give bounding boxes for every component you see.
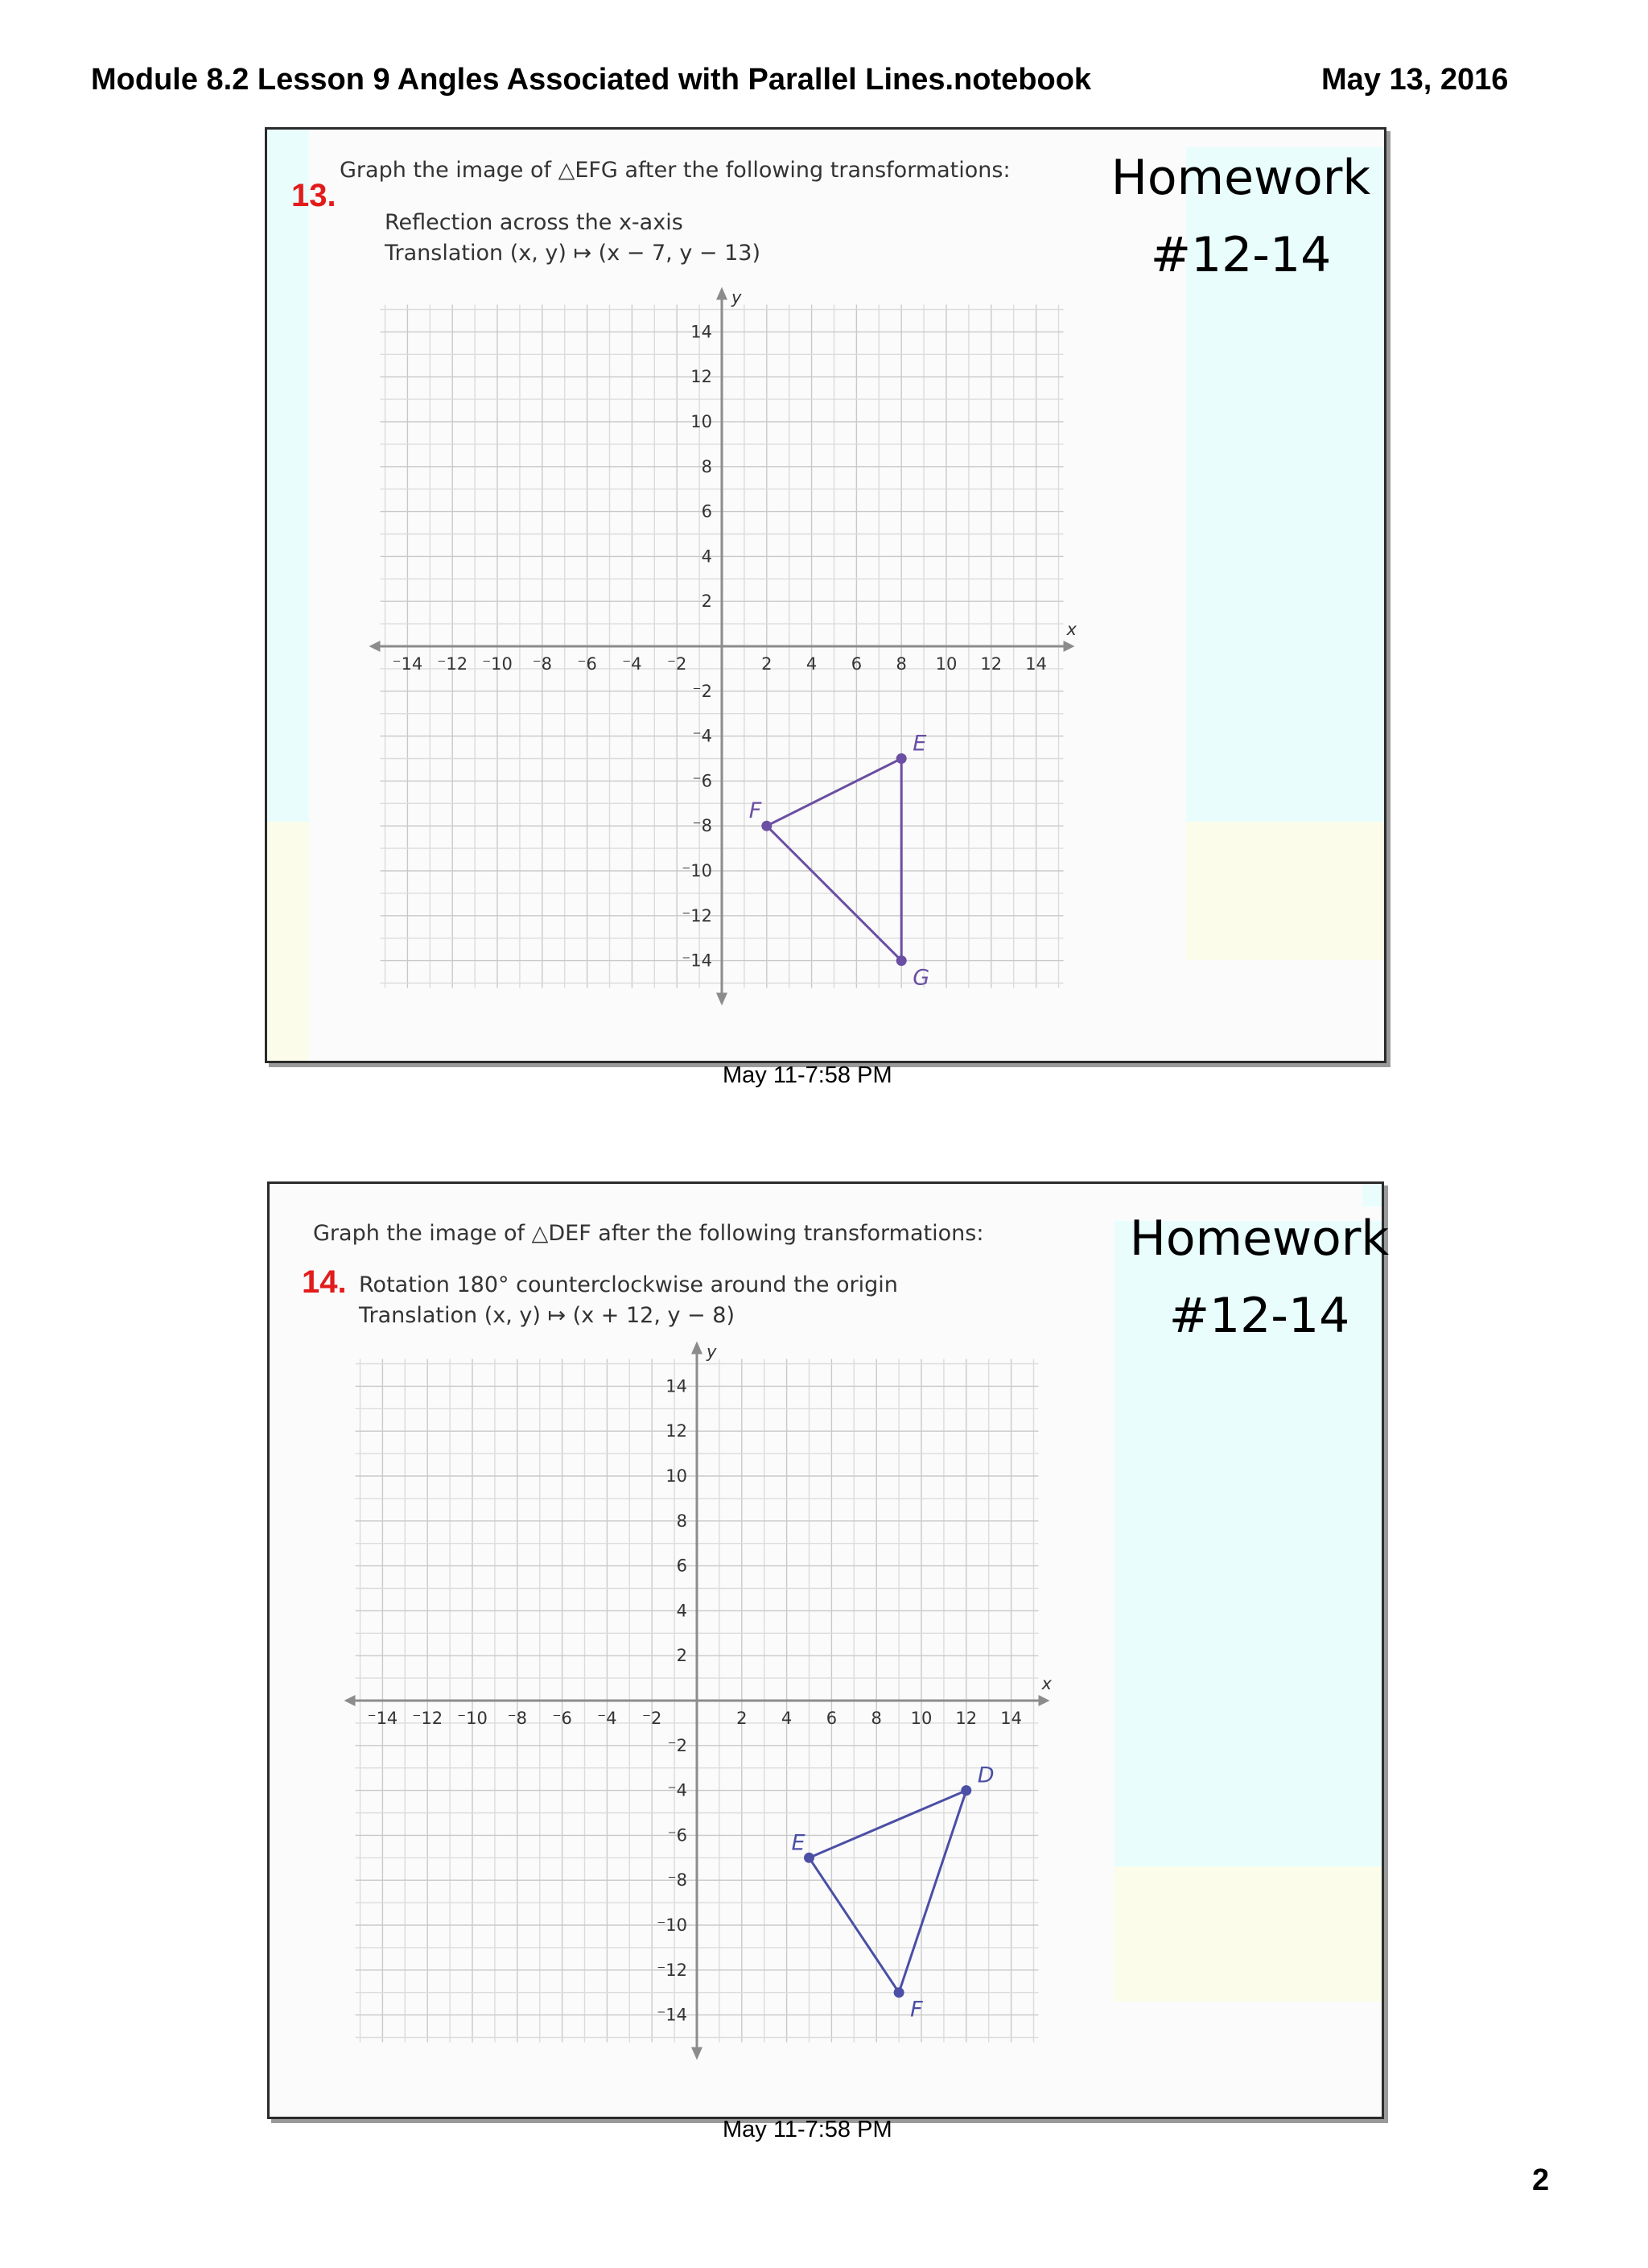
x-tick-label: 8 (896, 654, 907, 674)
vertex-point-d (961, 1785, 971, 1796)
vertex-label-e: E (913, 731, 927, 757)
problem-prompt: Graph the image of △EFG after the following transformations: (340, 158, 1011, 183)
x-tick-label: ⁻6 (577, 654, 597, 674)
y-tick-label: ⁻6 (667, 1825, 687, 1845)
y-tick-label: ⁻8 (667, 1870, 687, 1891)
x-tick-label: 6 (851, 654, 863, 674)
slide-timestamp: May 11-7:58 PM (723, 1062, 892, 1088)
y-tick-label: 14 (665, 1376, 687, 1396)
transformation-step-1: Reflection across the x-axis (385, 210, 683, 235)
y-axis-arrow-down (691, 2047, 702, 2060)
y-tick-label: 12 (665, 1421, 687, 1441)
y-tick-label: 6 (676, 1556, 687, 1576)
vertex-label-g: G (913, 965, 930, 991)
panel-bottom (1186, 960, 1384, 1061)
y-tick-label: ⁻10 (657, 1915, 687, 1935)
x-tick-label: 4 (781, 1709, 793, 1728)
y-axis-label: y (707, 1342, 717, 1362)
x-tick-label: 12 (955, 1709, 978, 1728)
triangle (810, 1791, 966, 1993)
page-number: 2 (1532, 2163, 1550, 2197)
panel-right-bottom (1114, 2002, 1382, 2117)
y-axis-label: y (731, 287, 742, 307)
x-tick-label: ⁻4 (597, 1709, 617, 1728)
vertex-label-f: F (910, 1997, 923, 2023)
y-tick-label: 2 (701, 592, 712, 612)
homework-label: Homework #12-14 (1110, 150, 1371, 283)
homework-label: Homework #12-14 (1129, 1210, 1390, 1344)
coordinate-graph-efg (375, 287, 1083, 1136)
y-tick-label: 10 (665, 1466, 687, 1486)
x-tick-label: 2 (761, 654, 772, 674)
vertex-label-f: F (748, 798, 762, 824)
x-tick-label: 12 (980, 654, 1003, 674)
y-tick-label: ⁻10 (682, 861, 712, 880)
y-tick-label: ⁻14 (682, 950, 712, 971)
x-tick-label: ⁻14 (392, 654, 423, 674)
x-tick-label: 10 (935, 654, 958, 674)
x-tick-label: 10 (910, 1709, 933, 1728)
x-tick-label: 14 (1025, 654, 1047, 674)
y-tick-label: 10 (690, 412, 712, 431)
vertex-point-g (896, 955, 907, 966)
problem-prompt: Graph the image of △DEF after the following transformations: (313, 1221, 984, 1246)
y-axis-arrow-down (716, 993, 727, 1006)
x-tick-label: 14 (1000, 1709, 1022, 1728)
x-tick-label: 8 (871, 1709, 882, 1728)
x-tick-label: 4 (805, 654, 818, 674)
x-tick-label: ⁻10 (482, 654, 513, 674)
y-tick-label: 4 (676, 1601, 687, 1621)
y-tick-label: 4 (701, 546, 712, 567)
panel-top (286, 1184, 1362, 1198)
x-tick-label: ⁻6 (552, 1709, 572, 1728)
slide-problem-13 (265, 127, 1386, 1063)
y-tick-label: 8 (676, 1511, 687, 1531)
y-tick-label: 12 (690, 367, 712, 387)
x-tick-label: 2 (736, 1709, 748, 1728)
vertex-point-e (896, 753, 907, 764)
x-tick-label: ⁻4 (622, 654, 642, 674)
left-strip (270, 1184, 286, 2117)
x-tick-label: ⁻10 (457, 1709, 488, 1728)
slide-timestamp: May 11-7:58 PM (723, 2117, 892, 2142)
problem-number: 14. (302, 1264, 347, 1300)
left-strip (267, 130, 309, 818)
y-tick-label: 2 (676, 1646, 687, 1666)
y-tick-label: ⁻2 (667, 1735, 687, 1755)
y-tick-label: ⁻6 (692, 771, 712, 791)
vertex-point-f (894, 1987, 904, 1998)
vertex-point-f (761, 821, 772, 831)
x-tick-label: 6 (826, 1709, 838, 1728)
y-tick-label: ⁻14 (657, 2005, 687, 2025)
x-axis-arrow-right (1064, 641, 1075, 652)
vertex-point-e (804, 1853, 814, 1863)
y-tick-label: ⁻8 (692, 816, 712, 836)
x-axis-label: x (1041, 1674, 1052, 1693)
x-tick-label: ⁻8 (507, 1709, 528, 1728)
transformation-step-2: Translation (x, y) ↦ (x − 7, y − 13) (385, 241, 760, 266)
x-axis-arrow-right (1039, 1695, 1050, 1706)
x-axis-label: x (1066, 620, 1077, 639)
document-date: May 13, 2016 (1321, 63, 1509, 97)
coordinate-graph-def (350, 1342, 1058, 2190)
y-tick-label: 8 (701, 456, 712, 476)
y-tick-label: 6 (701, 501, 712, 522)
y-tick-label: ⁻2 (692, 681, 712, 701)
x-tick-label: ⁻12 (437, 654, 468, 674)
y-tick-label: ⁻4 (692, 726, 712, 746)
x-tick-label: ⁻8 (532, 654, 553, 674)
slide-problem-14 (267, 1181, 1390, 2119)
transformation-step-1: Rotation 180° counterclockwise around the origin (359, 1272, 898, 1297)
x-tick-label: ⁻2 (666, 654, 687, 674)
x-tick-label: ⁻12 (412, 1709, 443, 1728)
vertex-label-d: D (977, 1763, 995, 1788)
y-tick-label: 14 (690, 322, 712, 342)
problem-number: 13. (291, 178, 336, 213)
transformation-step-2: Translation (x, y) ↦ (x + 12, y − 8) (359, 1303, 735, 1328)
vertex-label-e: E (791, 1830, 805, 1856)
x-tick-label: ⁻14 (367, 1709, 398, 1728)
y-tick-label: ⁻4 (667, 1780, 687, 1800)
y-tick-label: ⁻12 (657, 1960, 687, 1980)
x-tick-label: ⁻2 (641, 1709, 662, 1728)
document-title: Module 8.2 Lesson 9 Angles Associated with Parallel Lines.notebook (91, 63, 1092, 97)
y-tick-label: ⁻12 (682, 905, 712, 926)
